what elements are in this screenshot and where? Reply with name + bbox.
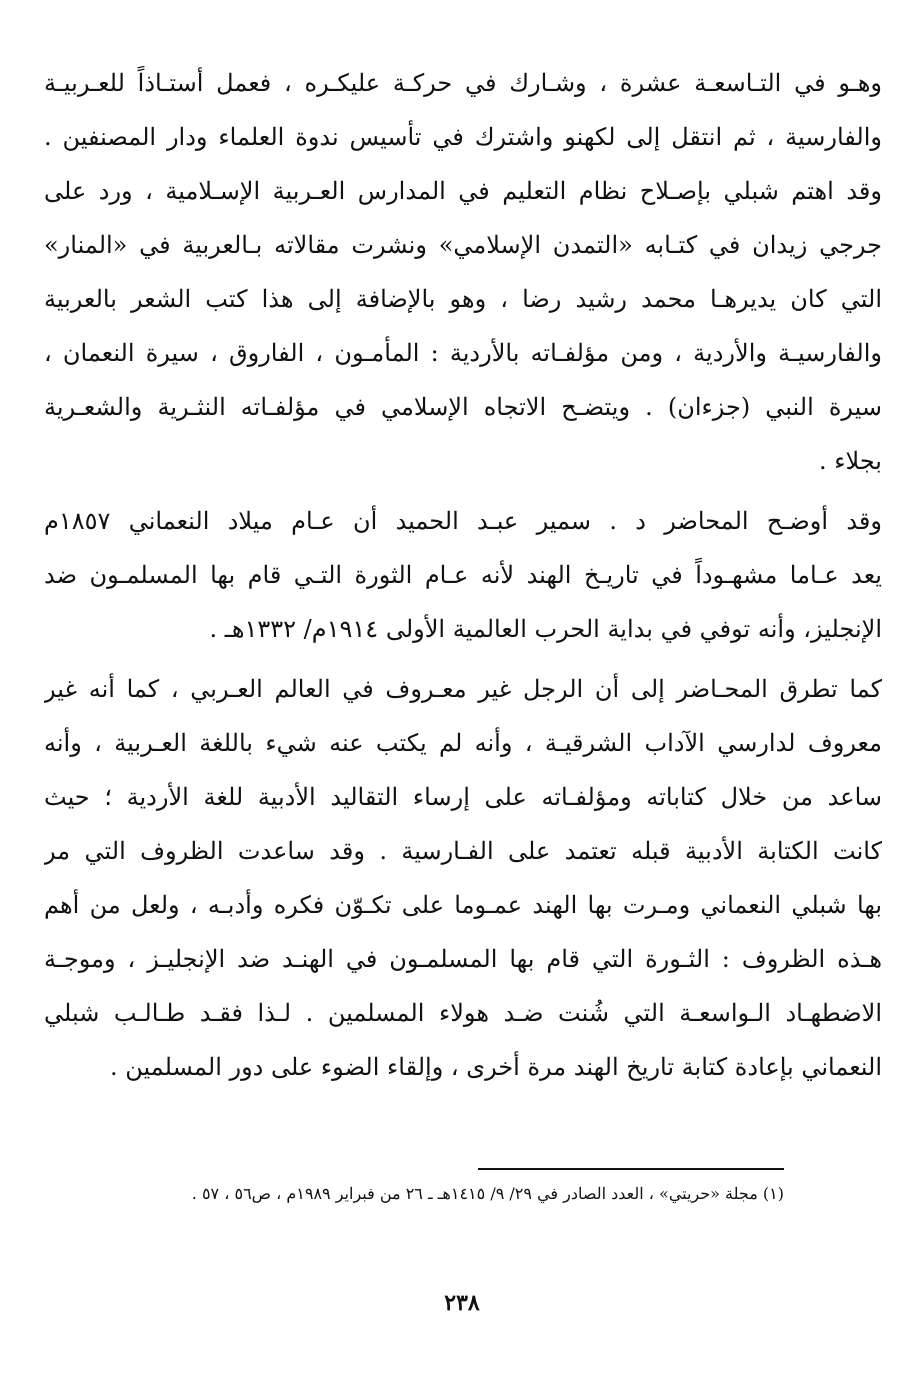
page-number: ٢٣٨ xyxy=(444,1290,480,1316)
text-line: بجلاء . xyxy=(818,447,882,475)
paragraph-2 xyxy=(44,494,882,656)
text-line: والفارسيـة والأردية ، ومن مؤلفـاته بالأردية : المأمـون ، الفاروق ، سيرة النعمان ، xyxy=(44,339,882,367)
paragraph-1 xyxy=(44,56,882,488)
text-line: وقد أوضـح المحاضر د . سمير عبـد الحميد أن عـام ميلاد النعماني ١٨٥٧م xyxy=(44,507,882,535)
footnote-divider xyxy=(478,1168,784,1170)
main-text xyxy=(44,56,882,1094)
text-line: سيرة النبي (جزءان) . ويتضـح الاتجاه الإسلامي في مؤلفـاته النثـرية والشعـرية xyxy=(44,393,882,421)
text-line: الإنجليز، وأنه توفي في بداية الحرب العالمية الأولى ١٩١٤م/ ١٣٣٢هـ . xyxy=(209,615,882,643)
text-line: وهـو في التـاسعـة عشرة ، وشـارك في حركـة عليكـره ، فعمل أستـاذاً للعـربيـة xyxy=(44,69,882,97)
paragraph-3 xyxy=(44,662,882,1094)
text-line: هـذه الظروف : الثـورة التي قام بها المسلمـون في الهنـد ضد الإنجليـز ، وموجـة xyxy=(44,945,882,973)
text-line: الاضطهـاد الـواسعـة التي شُنت ضـد هولاء المسلمين . لـذا فقـد طـالـب شبلي xyxy=(44,999,882,1027)
text-line: والفارسية ، ثم انتقل إلى لكهنو واشترك في تأسيس ندوة العلماء ودار المصنفين . xyxy=(44,123,882,151)
text-line: يعد عـاما مشهـوداً في تاريـخ الهند لأنه عـام الثورة التـي قام بها المسلمـون ضد xyxy=(44,561,882,589)
text-line: كما تطرق المحـاضر إلى أن الرجل غير معـروف في العالم العـربي ، كما أنه غير xyxy=(44,675,882,703)
text-line: جرجي زيدان في كتـابه «التمدن الإسلامي» ونشرت مقالاته بـالعربية في «المنار» xyxy=(44,231,882,259)
text-line: كانت الكتابة الأدبية قبله تعتمد على الفـارسية . وقد ساعدت الظروف التي مر xyxy=(44,837,882,865)
footnote: (١) مجلة «حريتي» ، العدد الصادر في ٢٩/ ٩/ ١٤١٥هـ ـ ٢٦ من فبراير ١٩٨٩م ، ص٥٦ ، ٥٧ . xyxy=(191,1184,784,1203)
text-line: ساعد من خلال كتاباته ومؤلفـاته على إرساء التقاليد الأدبية للغة الأردية ؛ حيث xyxy=(44,783,882,811)
text-line: معروف لدارسي الآداب الشرقيـة ، وأنه لم يكتب عنه شيء باللغة العـربية ، وأنه xyxy=(44,729,882,757)
text-line: النعماني بإعادة كتابة تاريخ الهند مرة أخرى ، وإلقاء الضوء على دور المسلمين . xyxy=(110,1053,882,1081)
text-line: التي كان يديرهـا محمد رشيد رضا ، وهو بالإضافة إلى هذا كتب الشعر بالعربية xyxy=(44,285,882,313)
text-line: وقد اهتم شبلي بإصـلاح نظام التعليم في المدارس العـربية الإسـلامية ، ورد على xyxy=(44,177,882,205)
text-line: بها شبلي النعماني ومـرت بها الهند عمـوما على تكـوّن فكره وأدبـه ، ولعل من أهم xyxy=(44,891,882,919)
